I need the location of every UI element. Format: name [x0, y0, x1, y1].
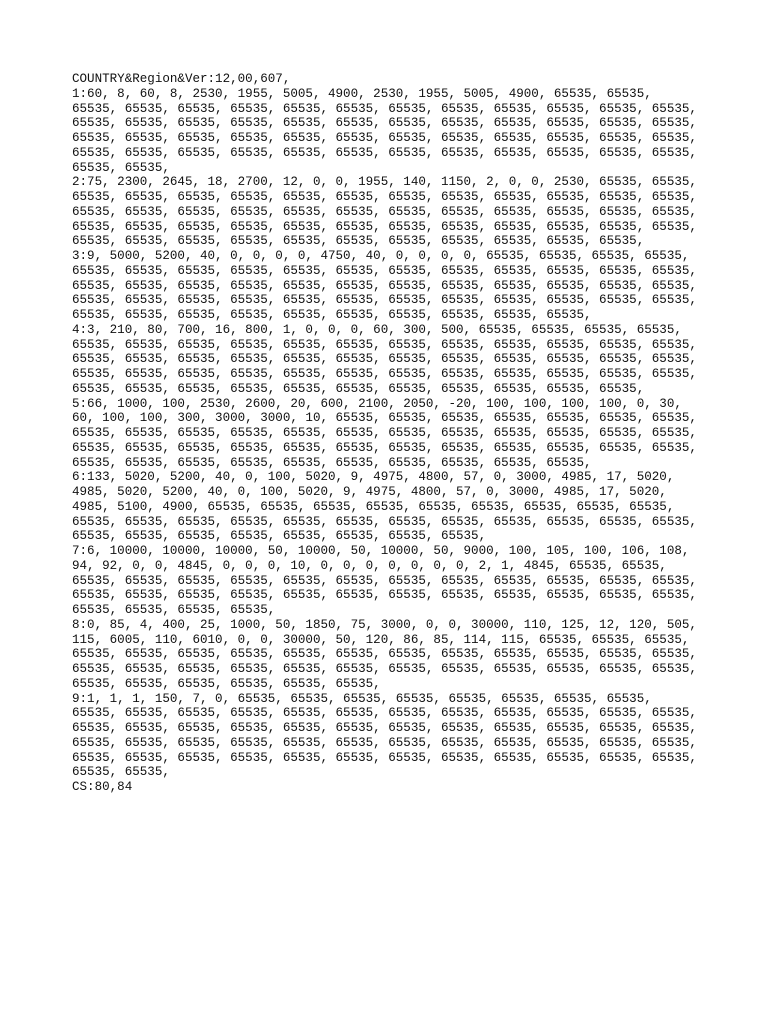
data-line: 65535, 65535, 65535, 65535, 65535, 65535, 65535, 65535, 65535, 65535, 65535, 65535, — [72, 750, 697, 765]
data-line: 65535, 65535, 65535, 65535, — [72, 603, 276, 617]
data-line: 1:60, 8, 60, 8, 2530, 1955, 5005, 4900, 2530, 1955, 5005, 4900, 65535, 65535, — [72, 86, 652, 101]
data-line: 94, 92, 0, 0, 4845, 0, 0, 0, 10, 0, 0, 0, 0, 0, 0, 0, 2, 1, 4845, 65535, 65535, — [72, 558, 667, 573]
data-line: 65535, 65535, 65535, 65535, 65535, 65535, — [72, 676, 381, 691]
data-line: 65535, 65535, 65535, 65535, 65535, 65535, 65535, 65535, 65535, 65535, 65535, 65535, — [72, 426, 697, 440]
data-line: 65535, 65535, 65535, 65535, 65535, 65535, 65535, 65535, 65535, 65535, 65535, 65535, — [72, 190, 697, 204]
data-line: 65535, 65535, 65535, 65535, 65535, 65535, 65535, 65535, 65535, 65535, 65535, 65535, — [72, 721, 697, 735]
data-line: 4985, 5100, 4900, 65535, 65535, 65535, 65535, 65535, 65535, 65535, 65535, 65535, — [72, 499, 675, 514]
data-line: 65535, 65535, 65535, 65535, 65535, 65535, 65535, 65535, 65535, 65535, 65535, 65535, — [72, 735, 697, 750]
data-line: 65535, 65535, 65535, 65535, 65535, 65535, 65535, 65535, 65535, 65535, 65535, 65535, — [72, 263, 697, 278]
data-line: 65535, 65535, 65535, 65535, 65535, 65535, 65535, 65535, 65535, 65535, 65535, 65535, — [72, 367, 697, 381]
data-line: 65535, 65535, 65535, 65535, 65535, 65535, 65535, 65535, 65535, 65535, 65535, 65535, — [72, 647, 697, 662]
data-line: 65535, 65535, 65535, 65535, 65535, 65535, 65535, 65535, 65535, 65535, 65535, 65535, — [72, 337, 697, 352]
data-line: 65535, 65535, 65535, 65535, 65535, 65535, 65535, 65535, 65535, 65535, 65535, 65535, — [72, 131, 697, 145]
data-line: 65535, 65535, 65535, 65535, 65535, 65535, 65535, 65535, 65535, 65535, — [72, 455, 592, 470]
data-line: 65535, 65535, 65535, 65535, 65535, 65535, 65535, 65535, 65535, 65535, — [72, 308, 592, 322]
data-line: 65535, 65535, 65535, 65535, 65535, 65535, 65535, 65535, 65535, 65535, 65535, 65535, — [72, 706, 697, 721]
data-line: 115, 6005, 110, 6010, 0, 0, 30000, 50, 120, 86, 85, 114, 115, 65535, 65535, 65535, — [72, 632, 690, 647]
data-line: 65535, 65535, 65535, 65535, 65535, 65535, 65535, 65535, 65535, 65535, 65535, 65535, — [72, 588, 697, 603]
data-line: 65535, 65535, 65535, 65535, 65535, 65535, 65535, 65535, 65535, 65535, 65535, 65535, — [72, 204, 697, 219]
data-line: 65535, 65535, 65535, 65535, 65535, 65535, 65535, 65535, 65535, 65535, 65535, 65535, — [72, 116, 697, 131]
data-line: 60, 100, 100, 300, 3000, 3000, 10, 65535, 65535, 65535, 65535, 65535, 65535, 65535, — [72, 411, 697, 426]
data-line: 65535, 65535, 65535, 65535, 65535, 65535, 65535, 65535, 65535, 65535, 65535, 65535, — [72, 352, 697, 367]
data-line: 65535, 65535, — [72, 160, 170, 175]
data-line: 65535, 65535, 65535, 65535, 65535, 65535, 65535, 65535, 65535, 65535, 65535, 65535, — [72, 219, 697, 234]
data-line: 65535, 65535, 65535, 65535, 65535, 65535, 65535, 65535, 65535, 65535, 65535, 65535, — [72, 145, 697, 160]
document-page — [72, 72, 712, 795]
data-line: 65535, 65535, 65535, 65535, 65535, 65535, 65535, 65535, 65535, 65535, 65535, 65535, — [72, 278, 697, 293]
data-line: 65535, 65535, 65535, 65535, 65535, 65535, 65535, 65535, 65535, 65535, 65535, 65535, — [72, 440, 697, 455]
data-line: 3:9, 5000, 5200, 40, 0, 0, 0, 0, 4750, 40, 0, 0, 0, 0, 65535, 65535, 65535, 65535, — [72, 249, 690, 263]
data-line: 2:75, 2300, 2645, 18, 2700, 12, 0, 0, 1955, 140, 1150, 2, 0, 0, 2530, 65535, 65535, — [72, 175, 697, 190]
header-line: COUNTRY&Region&Ver:12,00,607, — [72, 72, 291, 86]
data-line: 5:66, 1000, 100, 2530, 2600, 20, 600, 2100, 2050, -20, 100, 100, 100, 100, 0, 30, — [72, 396, 682, 411]
document-text-block — [72, 72, 712, 795]
data-line: 4985, 5020, 5200, 40, 0, 100, 5020, 9, 4975, 4800, 57, 0, 3000, 4985, 17, 5020, — [72, 485, 667, 499]
data-line: 65535, 65535, 65535, 65535, 65535, 65535, 65535, 65535, 65535, 65535, 65535, 65535, — [72, 293, 697, 308]
data-line: 6:133, 5020, 5200, 40, 0, 100, 5020, 9, 4975, 4800, 57, 0, 3000, 4985, 17, 5020, — [72, 470, 675, 485]
data-line: 65535, 65535, 65535, 65535, 65535, 65535, 65535, 65535, 65535, 65535, 65535, — [72, 234, 645, 249]
data-line: 65535, 65535, 65535, 65535, 65535, 65535, 65535, 65535, 65535, 65535, 65535, 65535, — [72, 101, 697, 116]
data-line: 65535, 65535, 65535, 65535, 65535, 65535, 65535, 65535, 65535, 65535, 65535, — [72, 381, 645, 396]
data-line: 65535, 65535, — [72, 765, 170, 780]
data-line: 65535, 65535, 65535, 65535, 65535, 65535, 65535, 65535, — [72, 529, 487, 544]
data-line: 65535, 65535, 65535, 65535, 65535, 65535, 65535, 65535, 65535, 65535, 65535, 65535, — [72, 662, 697, 676]
data-line: 4:3, 210, 80, 700, 16, 800, 1, 0, 0, 0, 60, 300, 500, 65535, 65535, 65535, 65535, — [72, 322, 682, 337]
data-line: 65535, 65535, 65535, 65535, 65535, 65535, 65535, 65535, 65535, 65535, 65535, 65535, — [72, 514, 697, 529]
data-line: 7:6, 10000, 10000, 10000, 50, 10000, 50, 10000, 50, 9000, 100, 105, 100, 106, 108, — [72, 544, 690, 558]
data-line: 8:0, 85, 4, 400, 25, 1000, 50, 1850, 75, 3000, 0, 0, 30000, 110, 125, 12, 120, 505, — [72, 617, 697, 632]
data-line: 9:1, 1, 1, 150, 7, 0, 65535, 65535, 65535, 65535, 65535, 65535, 65535, 65535, — [72, 691, 652, 706]
checksum-line: CS:80,84 — [72, 780, 133, 794]
data-line: 65535, 65535, 65535, 65535, 65535, 65535, 65535, 65535, 65535, 65535, 65535, 65535, — [72, 573, 697, 588]
